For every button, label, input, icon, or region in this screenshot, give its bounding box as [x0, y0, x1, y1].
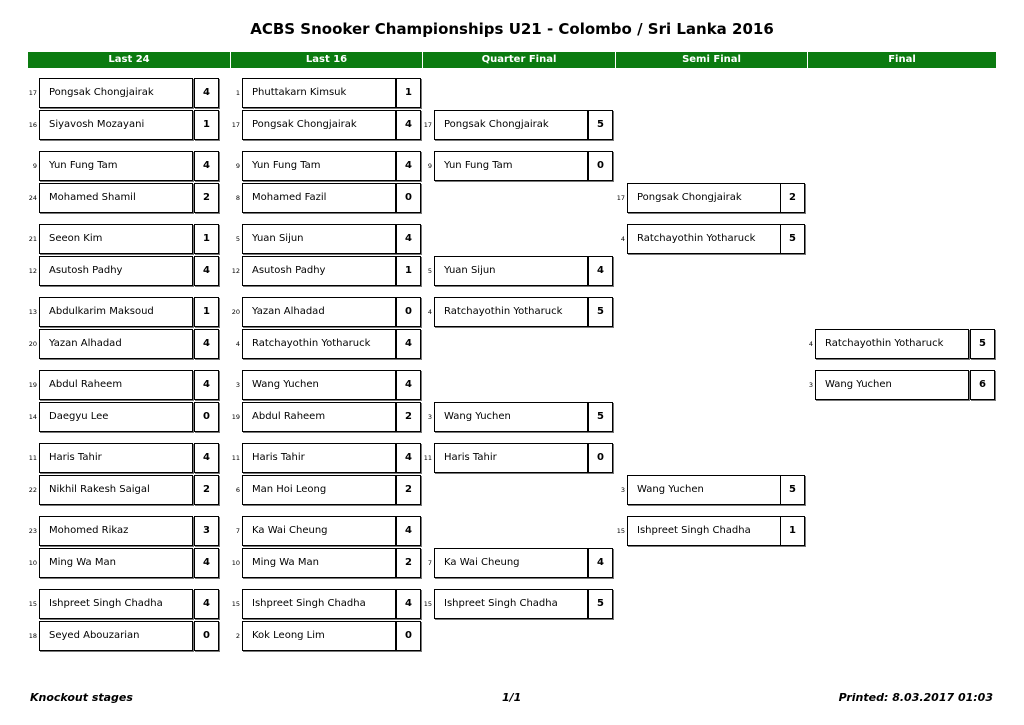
player-name: Pongsak Chongjairak — [434, 110, 588, 140]
player-score: 0 — [396, 183, 421, 213]
player-name: Wang Yuchen — [815, 370, 969, 400]
player-score: 4 — [194, 256, 219, 286]
player-score: 4 — [194, 443, 219, 473]
player-seed: 18 — [28, 632, 37, 640]
player-name: Yuan Sijun — [242, 224, 396, 254]
player-name: Man Hoi Leong — [242, 475, 396, 505]
player-name: Wang Yuchen — [434, 402, 588, 432]
player-seed: 3 — [427, 413, 432, 421]
player-score: 5 — [780, 224, 805, 254]
player-score: 4 — [194, 370, 219, 400]
player-name: Yun Fung Tam — [434, 151, 588, 181]
player-name: Ming Wa Man — [39, 548, 193, 578]
player-score: 5 — [970, 329, 995, 359]
round-header: Last 24 — [28, 52, 230, 68]
player-seed: 15 — [231, 600, 240, 608]
player-seed: 20 — [231, 308, 240, 316]
player-score: 5 — [588, 297, 613, 327]
player-name: Ratchayothin Yotharuck — [815, 329, 969, 359]
player-seed: 4 — [235, 340, 240, 348]
player-seed: 12 — [28, 267, 37, 275]
player-seed: 24 — [28, 194, 37, 202]
player-score: 2 — [396, 548, 421, 578]
player-score: 5 — [780, 475, 805, 505]
player-score: 2 — [194, 475, 219, 505]
player-name: Pongsak Chongjairak — [627, 183, 781, 213]
player-name: Ishpreet Singh Chadha — [242, 589, 396, 619]
player-seed: 13 — [28, 308, 37, 316]
player-name: Pongsak Chongjairak — [242, 110, 396, 140]
player-seed: 3 — [620, 486, 625, 494]
player-score: 0 — [396, 621, 421, 651]
player-seed: 15 — [616, 527, 625, 535]
player-name: Ishpreet Singh Chadha — [39, 589, 193, 619]
player-score: 4 — [396, 370, 421, 400]
player-score: 6 — [970, 370, 995, 400]
player-seed: 9 — [235, 162, 240, 170]
player-name: Wang Yuchen — [627, 475, 781, 505]
player-score: 4 — [194, 78, 219, 108]
player-score: 5 — [588, 589, 613, 619]
player-name: Yuan Sijun — [434, 256, 588, 286]
player-seed: 3 — [808, 381, 813, 389]
round-header: Last 16 — [231, 52, 422, 68]
player-seed: 11 — [423, 454, 432, 462]
player-name: Ka Wai Cheung — [242, 516, 396, 546]
player-seed: 2 — [235, 632, 240, 640]
player-score: 4 — [588, 548, 613, 578]
round-header: Final — [808, 52, 996, 68]
player-name: Ming Wa Man — [242, 548, 396, 578]
player-score: 4 — [194, 548, 219, 578]
player-seed: 5 — [235, 235, 240, 243]
player-seed: 15 — [28, 600, 37, 608]
player-score: 4 — [194, 589, 219, 619]
player-score: 4 — [396, 329, 421, 359]
player-name: Yazan Alhadad — [242, 297, 396, 327]
player-seed: 15 — [423, 600, 432, 608]
player-seed: 11 — [231, 454, 240, 462]
player-score: 0 — [588, 443, 613, 473]
player-name: Phuttakarn Kimsuk — [242, 78, 396, 108]
player-score: 2 — [194, 183, 219, 213]
player-score: 1 — [780, 516, 805, 546]
player-seed: 9 — [32, 162, 37, 170]
player-score: 3 — [194, 516, 219, 546]
player-seed: 17 — [231, 121, 240, 129]
player-name: Ratchayothin Yotharuck — [242, 329, 396, 359]
player-seed: 6 — [235, 486, 240, 494]
player-seed: 3 — [235, 381, 240, 389]
player-score: 5 — [588, 402, 613, 432]
player-name: Asutosh Padhy — [39, 256, 193, 286]
player-seed: 4 — [620, 235, 625, 243]
player-name: Ishpreet Singh Chadha — [627, 516, 781, 546]
player-score: 1 — [396, 78, 421, 108]
player-score: 0 — [194, 621, 219, 651]
player-seed: 21 — [28, 235, 37, 243]
player-seed: 17 — [616, 194, 625, 202]
footer-printed-date: Printed: 8.03.2017 01:03 — [838, 691, 993, 704]
player-score: 2 — [396, 402, 421, 432]
player-name: Yun Fung Tam — [39, 151, 193, 181]
footer-page-number: 1/1 — [502, 691, 522, 704]
player-name: Ka Wai Cheung — [434, 548, 588, 578]
player-name: Ishpreet Singh Chadha — [434, 589, 588, 619]
player-name: Ratchayothin Yotharuck — [627, 224, 781, 254]
player-seed: 19 — [231, 413, 240, 421]
player-name: Yazan Alhadad — [39, 329, 193, 359]
player-score: 4 — [396, 110, 421, 140]
player-seed: 7 — [427, 559, 432, 567]
player-name: Haris Tahir — [242, 443, 396, 473]
player-name: Seeon Kim — [39, 224, 193, 254]
player-seed: 20 — [28, 340, 37, 348]
player-name: Kok Leong Lim — [242, 621, 396, 651]
page-title: ACBS Snooker Championships U21 - Colombo / Sri Lanka 2016 — [250, 20, 774, 38]
player-score: 0 — [588, 151, 613, 181]
player-score: 0 — [396, 297, 421, 327]
player-name: Haris Tahir — [39, 443, 193, 473]
player-name: Abdulkarim Maksoud — [39, 297, 193, 327]
player-score: 2 — [396, 475, 421, 505]
player-score: 4 — [396, 516, 421, 546]
footer-stage-label: Knockout stages — [30, 691, 133, 704]
player-score: 4 — [194, 329, 219, 359]
player-seed: 10 — [28, 559, 37, 567]
player-seed: 8 — [235, 194, 240, 202]
player-score: 4 — [396, 151, 421, 181]
round-header: Semi Final — [616, 52, 807, 68]
player-score: 4 — [588, 256, 613, 286]
player-score: 4 — [396, 589, 421, 619]
player-name: Nikhil Rakesh Saigal — [39, 475, 193, 505]
player-seed: 17 — [28, 89, 37, 97]
player-score: 0 — [194, 402, 219, 432]
player-score: 2 — [780, 183, 805, 213]
player-score: 1 — [194, 110, 219, 140]
player-seed: 9 — [427, 162, 432, 170]
player-score: 4 — [396, 224, 421, 254]
player-seed: 17 — [423, 121, 432, 129]
round-header: Quarter Final — [423, 52, 615, 68]
player-name: Yun Fung Tam — [242, 151, 396, 181]
player-score: 1 — [194, 297, 219, 327]
player-name: Seyed Abouzarian — [39, 621, 193, 651]
player-seed: 19 — [28, 381, 37, 389]
player-score: 1 — [194, 224, 219, 254]
player-seed: 4 — [808, 340, 813, 348]
player-name: Abdul Raheem — [242, 402, 396, 432]
player-seed: 12 — [231, 267, 240, 275]
player-seed: 23 — [28, 527, 37, 535]
player-seed: 16 — [28, 121, 37, 129]
player-name: Siyavosh Mozayani — [39, 110, 193, 140]
player-seed: 14 — [28, 413, 37, 421]
player-name: Asutosh Padhy — [242, 256, 396, 286]
player-seed: 10 — [231, 559, 240, 567]
player-name: Mohamed Fazil — [242, 183, 396, 213]
player-score: 5 — [588, 110, 613, 140]
player-score: 4 — [396, 443, 421, 473]
player-name: Abdul Raheem — [39, 370, 193, 400]
player-seed: 22 — [28, 486, 37, 494]
player-name: Mohamed Shamil — [39, 183, 193, 213]
player-name: Ratchayothin Yotharuck — [434, 297, 588, 327]
player-name: Wang Yuchen — [242, 370, 396, 400]
player-seed: 5 — [427, 267, 432, 275]
player-seed: 1 — [235, 89, 240, 97]
player-name: Mohomed Rikaz — [39, 516, 193, 546]
player-seed: 4 — [427, 308, 432, 316]
player-score: 1 — [396, 256, 421, 286]
player-seed: 7 — [235, 527, 240, 535]
player-name: Daegyu Lee — [39, 402, 193, 432]
player-seed: 11 — [28, 454, 37, 462]
player-score: 4 — [194, 151, 219, 181]
player-name: Haris Tahir — [434, 443, 588, 473]
player-name: Pongsak Chongjairak — [39, 78, 193, 108]
